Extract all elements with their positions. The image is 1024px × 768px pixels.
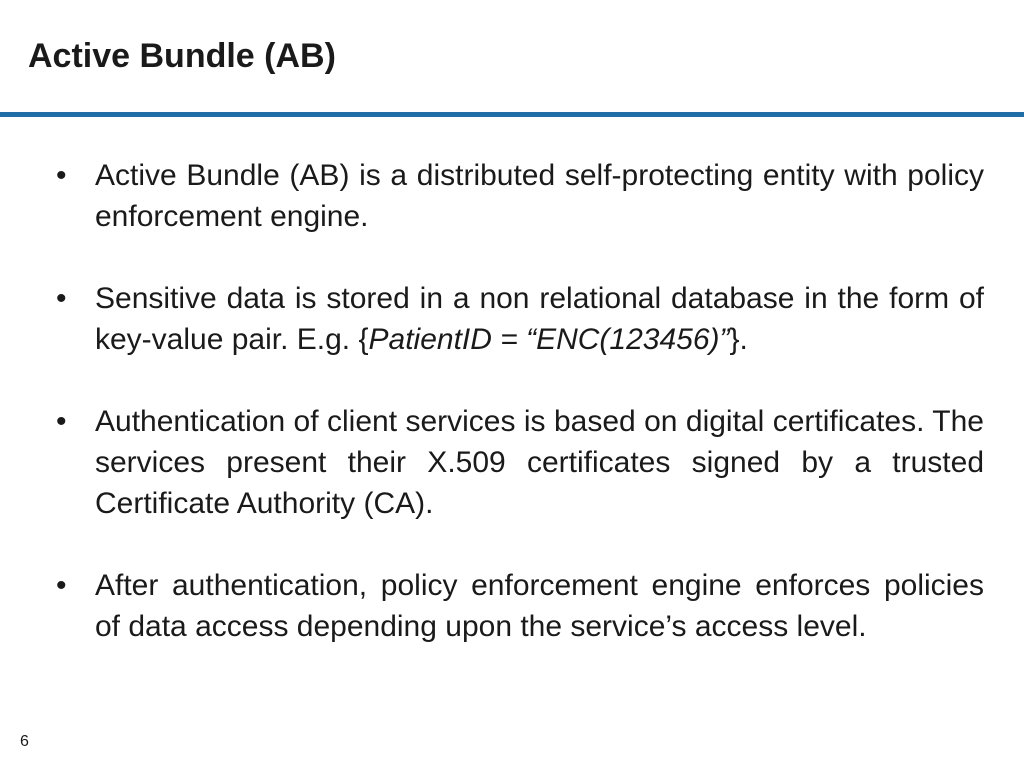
bullet-text: After authentication, policy enforcement engine enforces policies of data access depending upon the service’s access level. — [95, 569, 984, 643]
bullet-marker: • — [56, 159, 67, 192]
page-number: 6 — [20, 733, 29, 750]
bullet-text-end: }. — [729, 323, 748, 356]
bullet-marker: • — [56, 569, 67, 602]
bullet-example-italic: PatientID = “ENC(123456)” — [368, 323, 730, 356]
slide-title: Active Bundle (AB) — [28, 37, 336, 75]
bullet-item-authentication — [50, 401, 984, 524]
bullet-marker: • — [56, 405, 67, 438]
bullet-text: Authentication of client services is based on digital certificates. The services present their X.509 certificates signed by a trusted Certificate Authority (CA). — [95, 405, 984, 520]
bullet-item-ab-definition — [50, 155, 984, 237]
title-divider — [0, 112, 1024, 117]
bullet-item-policy-enforcement — [50, 565, 984, 647]
bullet-text: Sensitive data is stored in a non relational database in the form of key-value pair. E.g. { — [95, 282, 984, 356]
bullet-item-sensitive-data — [50, 278, 984, 360]
bullet-text: Active Bundle (AB) is a distributed self-protecting entity with policy enforcement engine. — [95, 159, 984, 233]
bullet-marker: • — [56, 282, 67, 315]
bullet-list — [50, 155, 984, 647]
